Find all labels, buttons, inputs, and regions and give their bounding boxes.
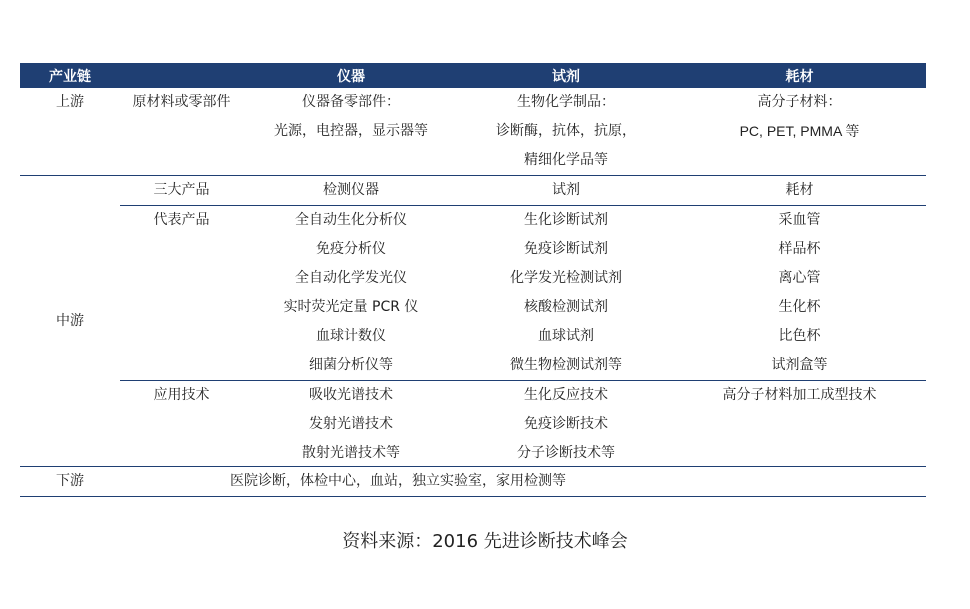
industry-chain-table xyxy=(20,63,926,497)
downstream-section xyxy=(20,467,926,497)
list-item: 生化诊断试剂 xyxy=(524,212,608,228)
upstream-reagent-line: 生物化学制品： xyxy=(517,94,615,110)
list-item: 血球计数仪 xyxy=(316,328,386,344)
list-item: 核酸检测试剂 xyxy=(524,299,608,315)
list-item: 发射光谱技术 xyxy=(309,416,393,432)
three-products-row xyxy=(120,176,926,206)
representative-consumable xyxy=(673,206,926,380)
list-item: 高分子材料加工成型技术 xyxy=(722,387,877,403)
upstream-consumable-line: 高分子材料： xyxy=(757,94,842,110)
representative-instrument xyxy=(243,206,459,380)
list-item: 全自动生化分析仪 xyxy=(295,212,407,228)
list-item: 试剂盒等 xyxy=(771,357,828,373)
list-item: 全自动化学发光仪 xyxy=(295,270,407,286)
midstream-section xyxy=(20,176,926,467)
upstream-instrument xyxy=(243,88,459,175)
upstream-instrument-line: 光源，电控器，显示器等 xyxy=(274,123,428,139)
representative-label: 代表产品 xyxy=(153,212,210,228)
list-item: 微生物检测试剂等 xyxy=(510,357,622,373)
three-products-reagent: 试剂 xyxy=(552,182,580,198)
list-item: 免疫分析仪 xyxy=(316,241,386,257)
technology-consumable xyxy=(673,381,926,468)
list-item: 样品杯 xyxy=(778,241,821,257)
downstream-label: 下游 xyxy=(56,473,84,489)
list-item: 散射光谱技术等 xyxy=(302,445,400,461)
downstream-text: 医院诊断，体检中心，血站，独立实验室，家用检测等 xyxy=(230,473,566,489)
three-products-instrument: 检测仪器 xyxy=(323,182,379,198)
list-item: 采血管 xyxy=(778,212,821,228)
midstream-label: 中游 xyxy=(56,312,84,329)
list-item: 血球试剂 xyxy=(538,328,594,344)
upstream-instrument-line: 仪器备零部件： xyxy=(302,94,400,110)
header-reagent: 试剂 xyxy=(552,68,580,85)
upstream-label: 上游 xyxy=(56,94,84,110)
application-technology-group xyxy=(120,381,926,468)
technology-label: 应用技术 xyxy=(153,387,210,403)
upstream-category: 原材料或零部件 xyxy=(132,94,231,110)
list-item: 免疫诊断技术 xyxy=(524,416,608,432)
technology-instrument xyxy=(243,381,459,468)
list-item: 比色杯 xyxy=(778,328,821,344)
list-item: 吸收光谱技术 xyxy=(309,387,393,403)
upstream-reagent-line: 诊断酶，抗体，抗原， xyxy=(496,123,636,139)
header-consumable: 耗材 xyxy=(785,68,814,85)
list-item: 生化杯 xyxy=(778,299,821,315)
three-products-label: 三大产品 xyxy=(153,182,210,198)
upstream-reagent xyxy=(459,88,673,175)
list-item: 细菌分析仪等 xyxy=(309,357,393,373)
list-item: 免疫诊断试剂 xyxy=(524,241,608,257)
header-instrument: 仪器 xyxy=(337,68,365,85)
upstream-reagent-line: 精细化学品等 xyxy=(524,152,608,168)
technology-reagent xyxy=(459,381,673,468)
representative-products-group xyxy=(120,206,926,381)
header-industry-chain: 产业链 xyxy=(49,68,91,85)
list-item: 离心管 xyxy=(778,270,821,286)
list-item: 化学发光检测试剂 xyxy=(510,270,622,286)
representative-reagent xyxy=(459,206,673,380)
upstream-consumable xyxy=(673,88,926,175)
three-products-consumable: 耗材 xyxy=(785,182,814,198)
list-item: 分子诊断技术等 xyxy=(517,445,615,461)
table-header xyxy=(20,63,926,88)
upstream-consumable-line: PC, PET, PMMA 等 xyxy=(739,123,860,139)
upstream-section xyxy=(20,88,926,176)
list-item: 生化反应技术 xyxy=(524,387,608,403)
list-item: 实时荧光定量 PCR 仪 xyxy=(283,299,419,315)
source-note: 资料来源：2016 先进诊断技术峰会 xyxy=(342,531,628,552)
